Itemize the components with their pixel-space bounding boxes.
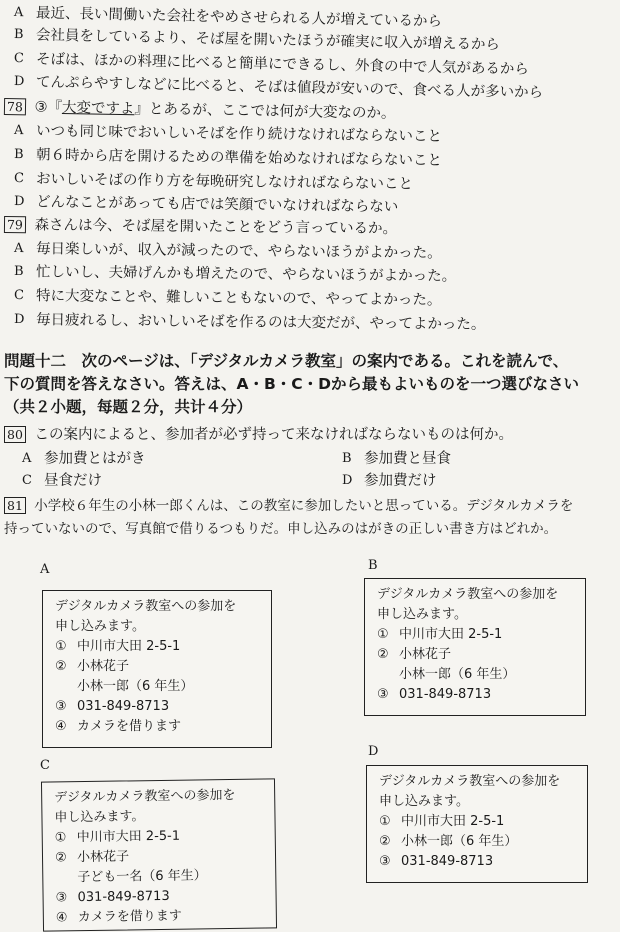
phone: 031-849-8713 xyxy=(77,888,170,906)
section-heading-line3: （共２小题，每题２分，共计４分） xyxy=(4,398,253,416)
q81-question-line1: 81 小学校６年生の小林一郎くんは、この教室に参加したいと思っている。デジタルカメラを xyxy=(4,497,620,515)
card-d-label: D xyxy=(368,744,379,759)
q79-option-a: A 毎日楽しいが、収入が減ったので、やらないほうがよかった。 xyxy=(13,241,442,262)
q80-question: 80 この案内によると、参加者が必ず持って来なければならないものは何か。 xyxy=(4,426,620,444)
q77-option-d: D てんぷらやすしなどに比べると、そばは値段が安いので、食べる人が多いから xyxy=(13,74,544,102)
address: 中川市大田 2-5-1 xyxy=(399,627,503,642)
phone: 031-849-8713 xyxy=(77,699,170,714)
q79-option-c: C 特に大変なことや、難しいこともないので、やってよかった。 xyxy=(13,288,442,309)
camera-note: カメラを借ります xyxy=(77,719,182,734)
q78-question: 78 ③『大変ですよ』とあるが、ここでは何が大変なのか。 xyxy=(4,98,620,127)
phone: 031-849-8713 xyxy=(399,687,492,702)
address: 中川市大田 2-5-1 xyxy=(77,639,181,654)
camera-note: カメラを借ります xyxy=(77,908,182,926)
card-b: デジタルカメラ教室への参加を 申し込みます。 ① 中川市大田 2-5-1 ② 小林花子 小林一郎（6 年生） ③ 031-849-8713 xyxy=(364,578,586,716)
address: 中川市大田 2-5-1 xyxy=(401,814,505,829)
q77-option-c: C そばは、ほかの料理に比べると簡単にできるし、外食の中で人気があるから xyxy=(13,51,530,78)
q80-option-a: A 参加費とはがき xyxy=(22,451,146,467)
address: 中川市大田 2-5-1 xyxy=(76,828,181,846)
q79-option-d: D 毎日疲れるし、おいしいそばを作るのは大変だが、やってよかった。 xyxy=(13,312,486,333)
card-d: デジタルカメラ教室への参加を 申し込みます。 ① 中川市大田 2-5-1 ② 小林一郎（6 年生） ③ 031-849-8713 xyxy=(366,765,588,883)
parent-name: 小林花子 xyxy=(399,647,452,662)
child-name: 子ども一名（6 年生） xyxy=(77,868,207,886)
q81-question-line2: 持っていないので、写真館で借りるつもりだ。申し込みのはがきの正しい書き方はどれか。 xyxy=(4,521,558,537)
card-b-label: B xyxy=(368,558,378,573)
child-name: 小林一郎（6 年生） xyxy=(77,679,194,694)
parent-name: 小林花子 xyxy=(76,849,130,866)
card-a-label: A xyxy=(40,562,50,577)
question-number: 78 xyxy=(4,98,26,115)
q80-option-b: B 参加費と昼食 xyxy=(342,451,451,467)
question-number: 81 xyxy=(4,497,26,514)
q80-option-d: D 参加費だけ xyxy=(342,473,437,489)
child-name: 小林一郎（6 年生） xyxy=(399,667,516,682)
question-number: 80 xyxy=(4,426,26,443)
card-c-label: C xyxy=(40,758,50,773)
section-heading-line2: 下の質問を答えなさい。答えは、A・B・C・Dから最もよいものを一つ選びなさい xyxy=(4,375,580,393)
q77-option-a: A 最近、長い間働いた会社をやめさせられる人が増えているから xyxy=(13,5,443,30)
q80-option-c: C 昼食だけ xyxy=(22,473,102,489)
q78-option-d: D どんなことがあっても店では笑顔でいなければならない xyxy=(13,194,399,216)
q77-option-b: B 会社員をしているより、そば屋を開いたほうが確実に収入が増えるから xyxy=(13,27,501,54)
q79-question: 79 森さんは今、そば屋を開いたことをどう言っているか。 xyxy=(4,216,620,240)
parent-name: 小林花子 xyxy=(77,659,130,674)
q79-option-b: B 忙しいし、夫婦げんかも増えたので、やらないほうがよかった。 xyxy=(13,264,457,285)
phone: 031-849-8713 xyxy=(401,854,494,869)
card-c: デジタルカメラ教室への参加を 申し込みます。 ① 中川市大田 2-5-1 ② 小林花子 子ども一名（6 年生） ③ 031-849-8713 ④ カメラを借ります xyxy=(41,778,277,931)
q78-option-a: A いつも同じ味でおいしいそばを作り続けなければならないこと xyxy=(13,123,443,145)
q78-option-c: C おいしいそばの作り方を毎晩研究しなければならないこと xyxy=(13,171,414,193)
question-number: 79 xyxy=(4,216,26,233)
q78-option-b: B 朝６時から店を開けるための準備を始めなければならないこと xyxy=(13,147,443,169)
card-a: デジタルカメラ教室への参加を 申し込みます。 ① 中川市大田 2-5-1 ② 小林花子 小林一郎（6 年生） ③ 031-849-8713 ④ カメラを借ります xyxy=(42,590,272,748)
section-heading-line1: 問題十二 次のページは、「デジタルカメラ教室」の案内である。これを読んで、 xyxy=(4,352,569,370)
child-name: 小林一郎（6 年生） xyxy=(401,834,518,849)
